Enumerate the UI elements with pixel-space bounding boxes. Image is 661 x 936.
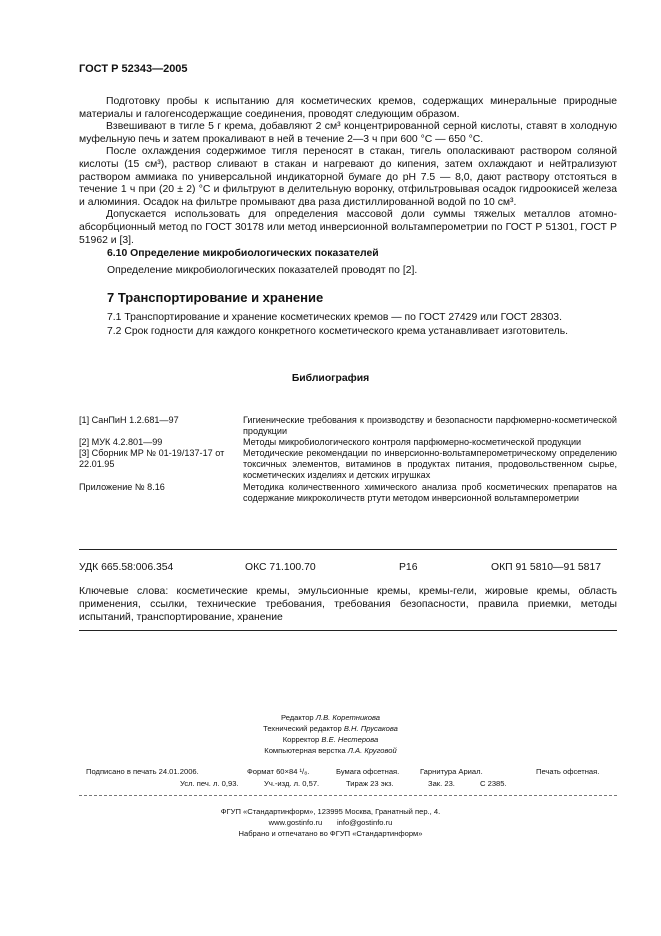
paragraph-cooling: После охлаждения содержимое тигля переносят в стакан, тигель ополаскивают раствором соляной кислоты (15 см³), раствор сливают в стакан и нагревают до кипения, затем охлаждают и нейтрализуют раствором аммиака по универсальной индикаторной бумаге до рН 7.5 — 8,0, дают раствору отстояться в течение 1 ч при (20 ± 2) °С и фильтруют в делительную воронку, отфильтровывая осадок гидроокисей железа и алюминия. Осадок на фильтре промывают два раза дистиллированной водой по 10 см³.: [79, 146, 617, 208]
paragraph-weighing: Взвешивают в тигле 5 г крема, добавляют 2 см³ концентрированной серной кислоты, ставят в холодную муфельную печь и затем прокаливают в ней в течение 2—3 ч при 600 °С — 650 °С.: [79, 121, 617, 145]
imprint-layout: [0, 746, 661, 756]
imprint-printed: Набрано и отпечатано во ФГУП «Стандартинформ»: [238, 829, 423, 838]
section-7-item-1: 7.1 Транспортирование и хранение косметических кремов — по ГОСТ 27429 или ГОСТ 28303.: [107, 312, 562, 323]
imprint-code: С 2385.: [480, 779, 507, 788]
layout-label: Компьютерная верстка: [264, 746, 346, 755]
layout-name: Л.А. Круговой: [347, 746, 397, 755]
imprint-corrector: [0, 735, 661, 745]
imprint-contacts: [0, 818, 661, 828]
imprint-uch: Уч.-изд. л. 0,57.: [264, 779, 320, 788]
section-7-item-2: 7.2 Срок годности для каждого конкретного косметического крема устанавливает изготовитель.: [107, 326, 569, 337]
bib-ref-4: Приложение № 8.16: [79, 482, 165, 492]
imprint-tirazh: Тираж 23 экз.: [346, 779, 394, 788]
bib-ref-2: [2] МУК 4.2.801—99: [79, 437, 163, 447]
imprint-signed: Подписано в печать 24.01.2006.: [86, 767, 199, 776]
tech-editor-label: Технический редактор: [263, 724, 342, 733]
corrector-name: В.Е. Нестерова: [321, 735, 379, 744]
document-header: ГОСТ Р 52343—2005: [79, 63, 188, 75]
editor-label: Редактор: [280, 713, 314, 722]
editor-name: Л.В. Коретникова: [315, 713, 381, 722]
divider-bottom: [79, 630, 617, 631]
imprint-tech-editor: [0, 724, 661, 734]
section-610-text: Определение микробиологических показателей проводят по [2].: [107, 265, 418, 276]
bib-ref-3: [3] Сборник МР № 01-19/137-17 от 22.01.95: [79, 448, 225, 469]
imprint-paper: Бумага офсетная.: [336, 767, 400, 776]
imprint-publisher: ФГУП «Стандартинформ», 123995 Москва, Гранатный пер., 4.: [220, 807, 441, 816]
okp-code: ОКП 91 5810—91 5817: [491, 562, 601, 573]
udk-code: УДК 665.58:006.354: [79, 562, 174, 573]
imprint-typeface: Гарнитура Ариал.: [420, 767, 483, 776]
imprint-divider: [79, 795, 617, 796]
imprint-email: info@gostinfo.ru: [336, 818, 393, 827]
imprint-print: Печать офсетная.: [536, 767, 600, 776]
section-610-heading: 6.10 Определение микробиологических показателей: [107, 248, 379, 259]
bib-desc-3: Методические рекомендации по инверсионно-вольтамперометрическому определению токсичных элементов, витаминов в продуктах питания, продовольственном сырье, косметических изделиях и детских игрушках: [243, 448, 617, 480]
body-text-block: [79, 96, 617, 247]
tech-editor-name: В.Н. Прусакова: [343, 724, 398, 733]
bib-desc-4: Методика количественного химического анализа проб косметических препаратов на содержание микроколичеств ртути методом инверсионной вольтамперометрии: [243, 482, 617, 503]
corrector-label: Корректор: [282, 735, 320, 744]
oks-code: ОКС 71.100.70: [245, 562, 316, 573]
bib-ref-1: [1] СанПиН 1.2.681—97: [79, 415, 179, 425]
paragraph-sample-prep: Подготовку пробы к испытанию для косметических кремов, содержащих минеральные природные материалы и галогенсодержащие соединения, проводят следующим образом.: [79, 96, 617, 120]
imprint-web: www.gostinfo.ru: [268, 818, 323, 827]
imprint-zak: Зак. 23.: [428, 779, 455, 788]
bib-desc-2: Методы микробиологического контроля парфюмерно-косметической продукции: [243, 437, 582, 447]
imprint-editor: [0, 713, 661, 723]
divider-top: [79, 549, 617, 550]
bibliography-title: Библиография: [291, 373, 370, 384]
imprint-format: Формат 60×84 ¹/₈.: [247, 767, 310, 776]
keywords: Ключевые слова: косметические кремы, эмульсионные кремы, кремы-гели, жировые кремы, область применения, ссылки, технические требования, требования безопасности, правила приемки, методы испытаний, транспортирование, хранение: [79, 586, 617, 623]
section-7-heading: 7 Транспортирование и хранение: [107, 290, 324, 305]
imprint-usl: Усл. печ. л. 0,93.: [180, 779, 239, 788]
paragraph-alternatives: Допускается использовать для определения массовой доли суммы тяжелых металлов атомно-абсорбционный метод по ГОСТ 30178 или метод инверсионной вольтамперометрии по ГОСТ Р 51301, ГОСТ Р 51962 и [3].: [79, 209, 617, 246]
group-code: Р16: [399, 562, 418, 573]
bib-desc-1: Гигиенические требования к производству и безопасности парфюмерно-косметической продукции: [243, 415, 617, 436]
